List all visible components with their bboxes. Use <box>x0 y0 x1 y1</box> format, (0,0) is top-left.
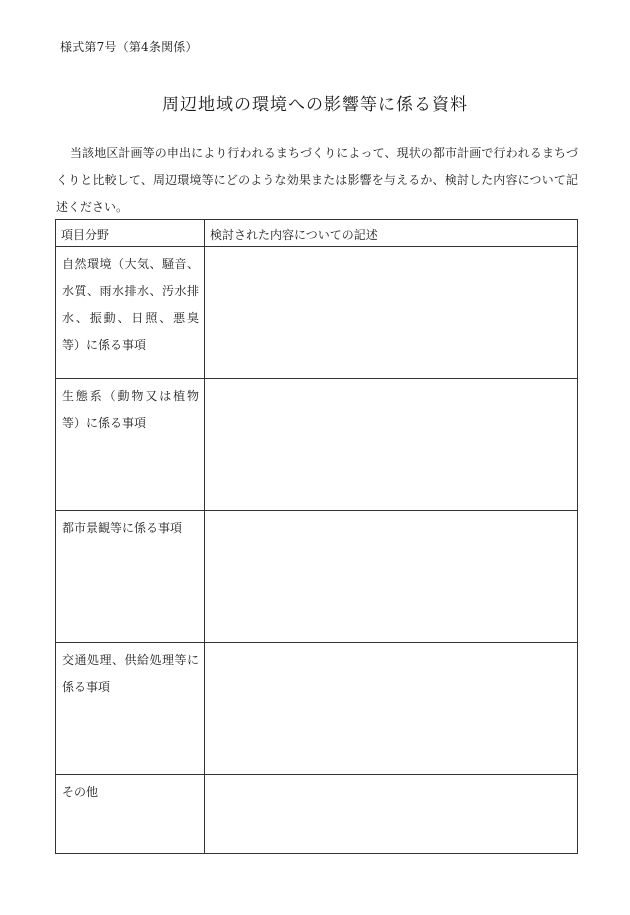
page-title: 周辺地域の環境への影響等に係る資料 <box>162 95 468 115</box>
description-field[interactable] <box>205 247 578 379</box>
category-label: その他 <box>62 785 99 799</box>
description-field[interactable] <box>205 379 578 511</box>
instructions-paragraph: 当該地区計画等の申出により行われるまちづくりによって、現状の都市計画で行われるまちづくりと比較して、周辺環境等にどのような効果または影響を与えるか、検討した内容について記述ください。 <box>56 146 578 214</box>
form-number: 様式第7号（第4条関係） <box>60 40 198 54</box>
category-cell <box>56 379 205 511</box>
category-label: 生態系（動物又は植物等）に係る事項 <box>62 389 199 430</box>
table-row <box>56 511 578 643</box>
table-row <box>56 775 578 854</box>
header-description <box>205 220 578 247</box>
category-cell <box>56 511 205 643</box>
header-category <box>56 220 205 247</box>
category-label: 自然環境（大気、騒音、水質、雨水排水、汚水排水、振動、日照、悪臭等）に係る事項 <box>62 257 199 352</box>
description-field[interactable] <box>205 775 578 854</box>
category-label: 交通処理、供給処理等に係る事項 <box>62 653 199 694</box>
table-row <box>56 643 578 775</box>
category-cell <box>56 643 205 775</box>
category-label: 都市景観等に係る事項 <box>62 521 183 535</box>
table-row <box>56 379 578 511</box>
category-cell <box>56 775 205 854</box>
header-description-label: 検討された内容についての記述 <box>210 228 378 242</box>
description-field[interactable] <box>205 643 578 775</box>
table-row <box>56 247 578 379</box>
category-cell <box>56 247 205 379</box>
description-field[interactable] <box>205 511 578 643</box>
header-category-label: 項目分野 <box>61 228 110 242</box>
assessment-table <box>55 219 578 854</box>
table-header-row <box>56 220 578 247</box>
